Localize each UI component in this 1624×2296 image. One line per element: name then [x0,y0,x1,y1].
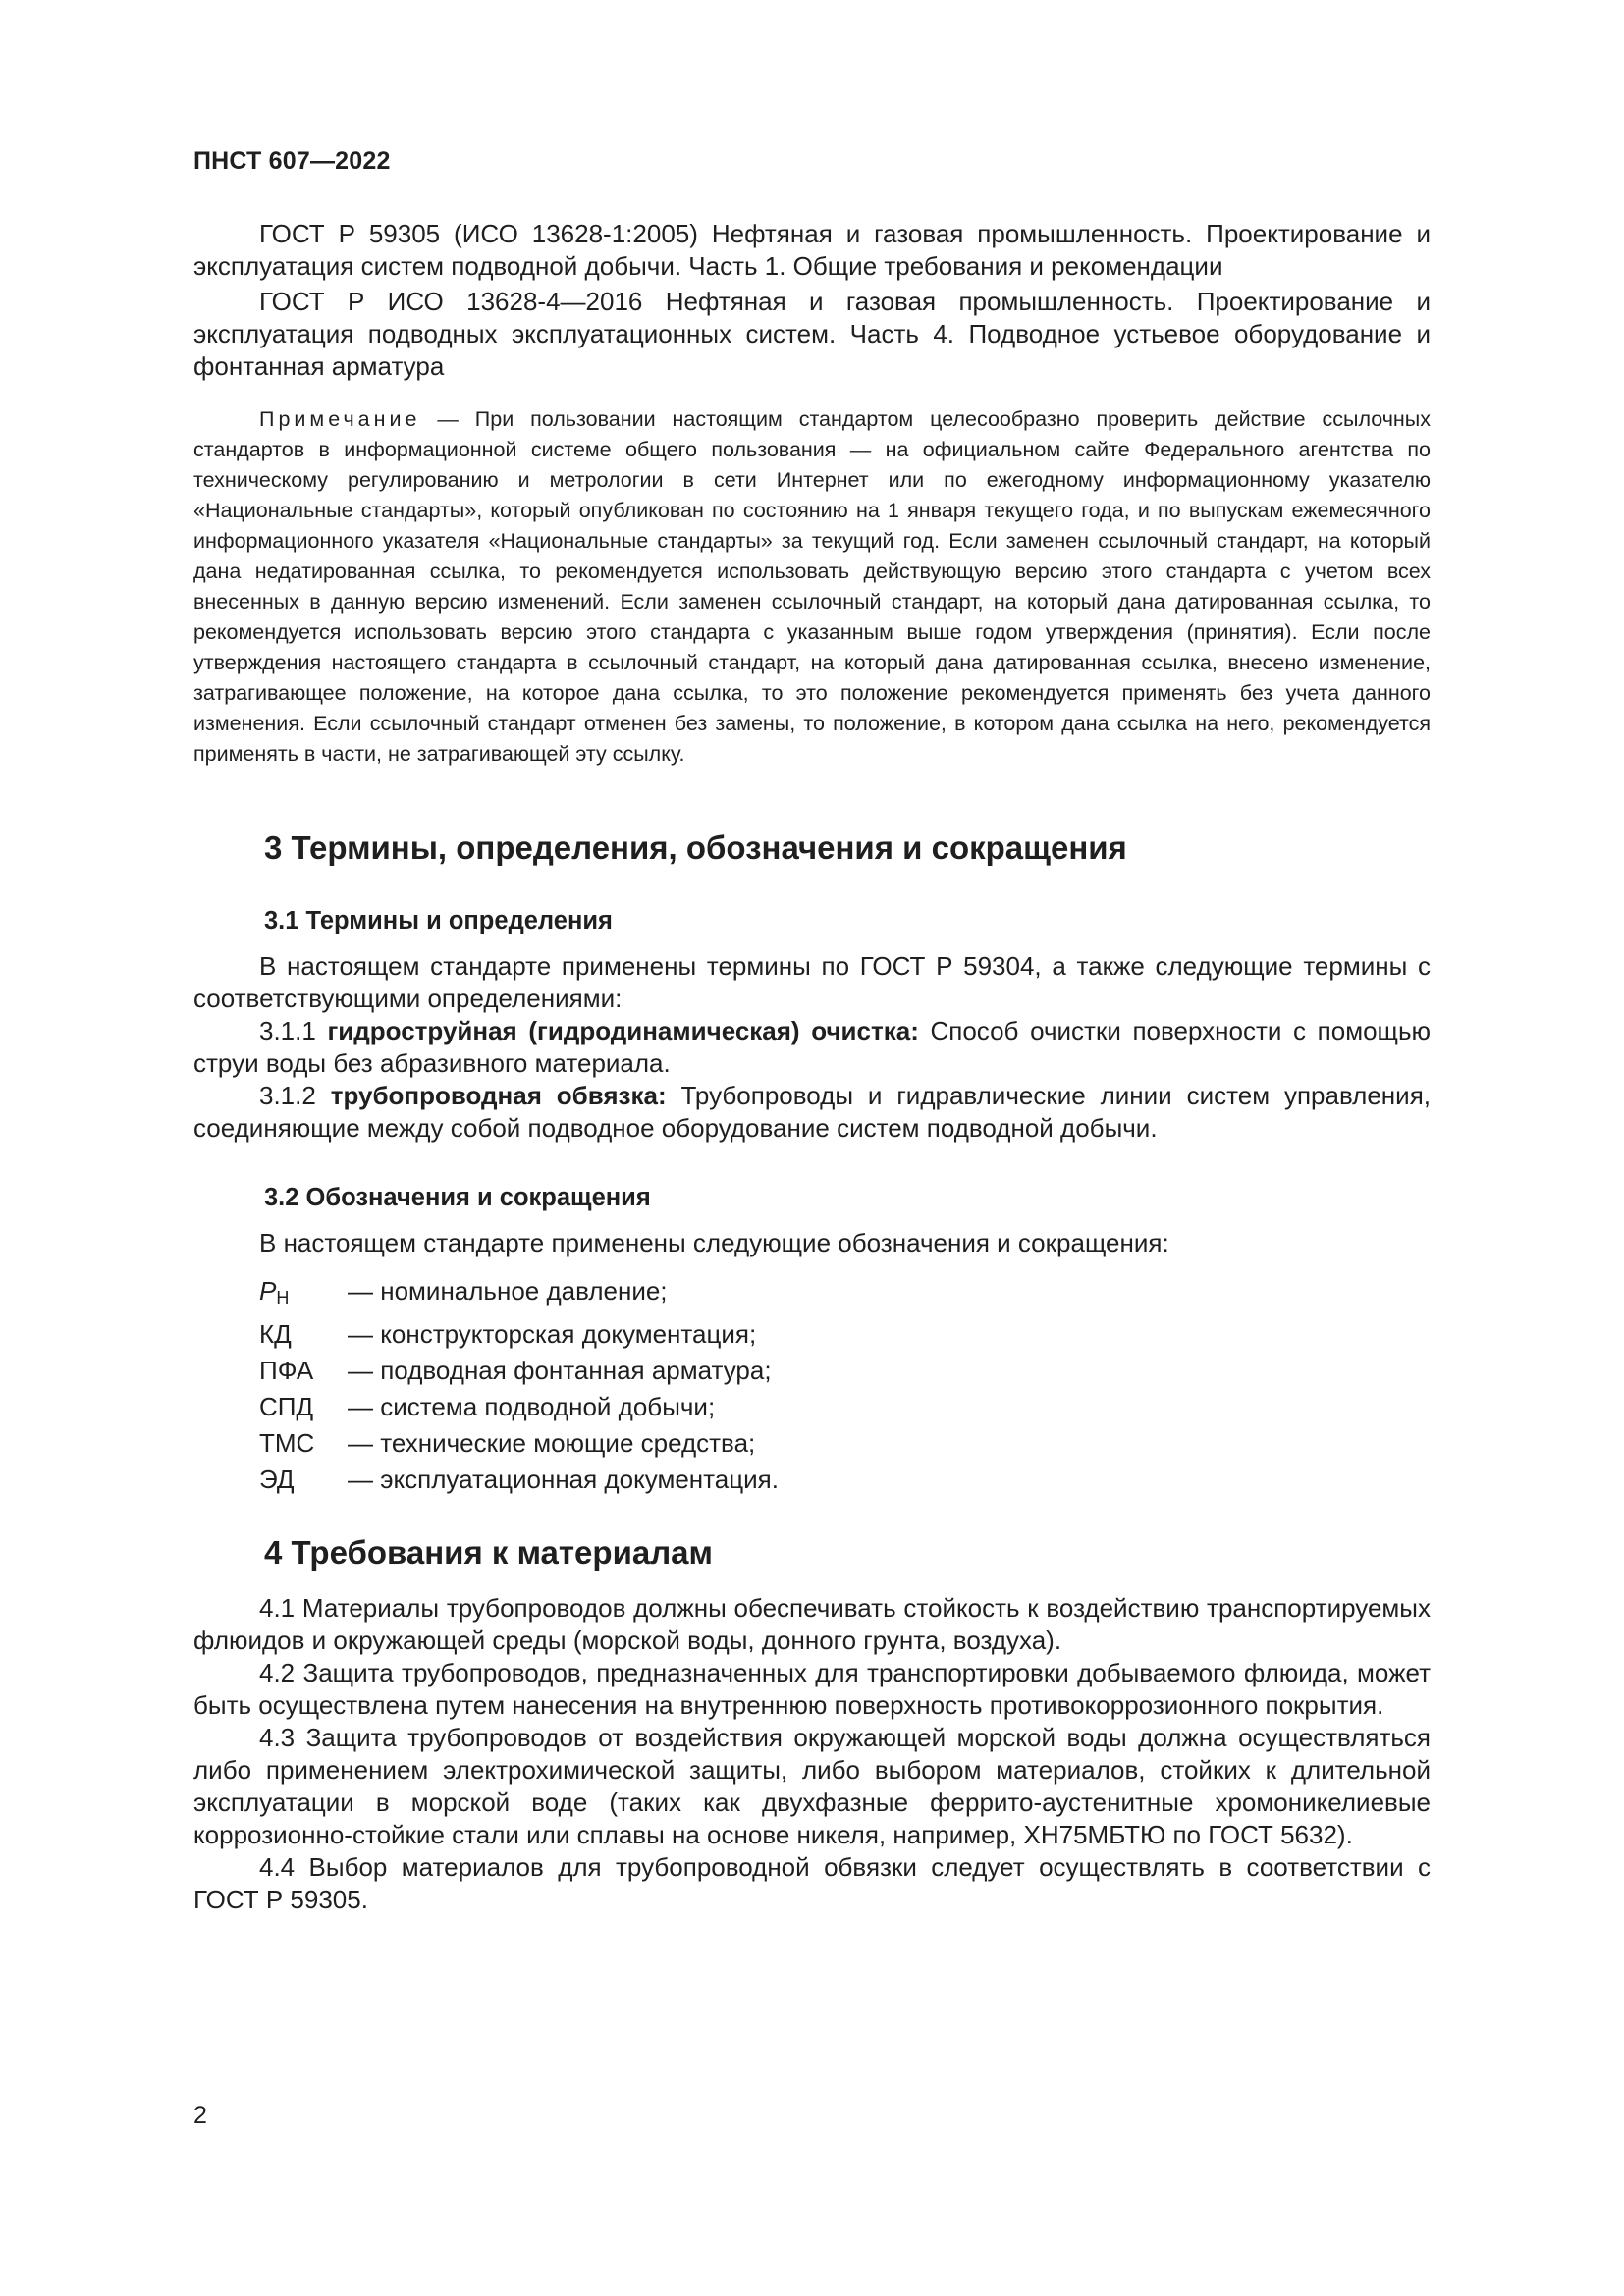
abbreviation-symbol: $P_Н$ [259,1276,290,1308]
term-number: 3.1.2 [259,1081,331,1110]
reference-item: ГОСТ Р 59305 (ИСО 13628-1:2005) Нефтяная и газовая промышленность. Проектирование и эксплуатация систем подводной добычи. Часть 1. Общие требования и рекомендации [193,219,1431,281]
abbreviation-list [259,1273,1431,1498]
page-number: 2 [193,2102,207,2129]
abbreviation-row [259,1425,1431,1462]
document-body [193,218,1431,1916]
abbreviation-text: — подводная фонтанная арматура; [348,1356,772,1385]
abbreviation-symbol: ТМС [259,1428,315,1458]
abbreviation-text: — система подводной добычи; [348,1392,716,1421]
abbreviation-row [259,1316,1431,1353]
note-label: Примечание [259,407,421,431]
term-name: трубопроводная обвязка: [330,1081,667,1110]
abbreviation-symbol: СПД [259,1392,314,1421]
section-4-paragraph: 4.2 Защита трубопроводов, предназначенных для транспортировки добываемого флюида, может быть осуществлена путем нанесения на внутреннюю поверхность противокоррозионного покрытия. [193,1658,1431,1720]
abbreviation-row [259,1462,1431,1498]
term-name: гидроструйная (гидродинамическая) очистка: [327,1016,919,1045]
abbreviation-symbol: КД [259,1319,292,1349]
term-text: Способ очистки поверхности с помощью струи воды без абразивного материала. [193,1016,1431,1078]
abbreviation-row [259,1273,1431,1316]
abbreviation-row [259,1389,1431,1425]
terms-intro: В настоящем стандарте применены термины по ГОСТ Р 59304, а также следующие термины с соответствующими определениями: [193,951,1431,1013]
note-paragraph [193,404,1431,770]
section-4-title: 4 Требования к материалам [264,1534,713,1571]
term-definition [193,1015,1431,1080]
abbreviation-text: — эксплуатационная документация. [348,1465,779,1494]
subsection-3-2-title: 3.2 Обозначения и сокращения [264,1184,651,1211]
note-text: — При пользовании настоящим стандартом целесообразно проверить действие ссылочных стандартов в информационной системе общего пользования — на официальном сайте Федерального агентства по техническому регулированию и метрологии в сети Интернет или по ежегодному информационному указателю «Национальные стандарты», который опубликован по состоянию на 1 января текущего года, и по выпускам ежемесячного информационного указателя «Национальные стандарты» за текущий год. Если заменен ссылочный стандарт, на который дана недатированная ссылка, то рекомендуется использовать действующую версию этого стандарта с учетом всех внесенных в данную версию изменений. Если заменен ссылочный стандарт, на который дана датированная ссылка, то рекомендуется использовать версию этого стандарта с указанным выше годом утверждения (принятия). Если после утверждения настоящего стандарта в ссылочный стандарт, на который дана датированная ссылка, внесено изменение, затрагивающее положение, на которое дана ссылка, то это положение рекомендуется применять без учета данного изменения. Если ссылочный стандарт отменен без замены, то положение, в котором дана ссылка на него, рекомендуется применять в части, не затрагивающей эту ссылку. [193,407,1431,766]
abbreviation-text: — номинальное давление; [348,1276,668,1306]
abbreviation-symbol: ЭД [259,1465,295,1494]
section-3-title: 3 Термины, определения, обозначения и сокращения [264,829,1127,866]
section-4-paragraph: 4.1 Материалы трубопроводов должны обеспечивать стойкость к воздействию транспортируемых флюидов и окружающей среды (морской воды, донного грунта, воздуха). [193,1593,1431,1655]
document-header: ПНСТ 607—2022 [193,147,391,175]
abbreviation-text: — технические моющие средства; [348,1428,756,1458]
subsection-3-1-title: 3.1 Термины и определения [264,907,613,934]
section-4-paragraph: 4.3 Защита трубопроводов от воздействия окружающей морской воды должна осуществляться либо применением электрохимической защиты, либо выбором материалов, стойких к длительной эксплуатации в морской воде (таких как двухфазные феррито-аустенитные хромоникелиевые коррозионно-стойкие стали или сплавы на основе никеля, например, ХН75МБТЮ по ГОСТ 5632). [193,1723,1431,1849]
term-text: Трубопроводы и гидравлические линии систем управления, соединяющие между собой подводное оборудование систем подводной добычи. [193,1081,1431,1143]
section-4-paragraph: 4.4 Выбор материалов для трубопроводной обвязки следует осуществлять в соответствии с ГОСТ Р 59305. [193,1852,1431,1914]
abbreviation-row [259,1353,1431,1389]
abbreviations-intro: В настоящем стандарте применены следующие обозначения и сокращения: [259,1228,1169,1257]
reference-item: ГОСТ Р ИСО 13628-4—2016 Нефтяная и газовая промышленность. Проектирование и эксплуатация подводных эксплуатационных систем. Часть 4. Подводное устьевое оборудование и фонтанная арматура [193,287,1431,381]
term-number: 3.1.1 [259,1016,328,1045]
abbreviation-symbol: ПФА [259,1356,314,1385]
term-definition [193,1080,1431,1145]
abbreviation-text: — конструкторская документация; [348,1319,757,1349]
